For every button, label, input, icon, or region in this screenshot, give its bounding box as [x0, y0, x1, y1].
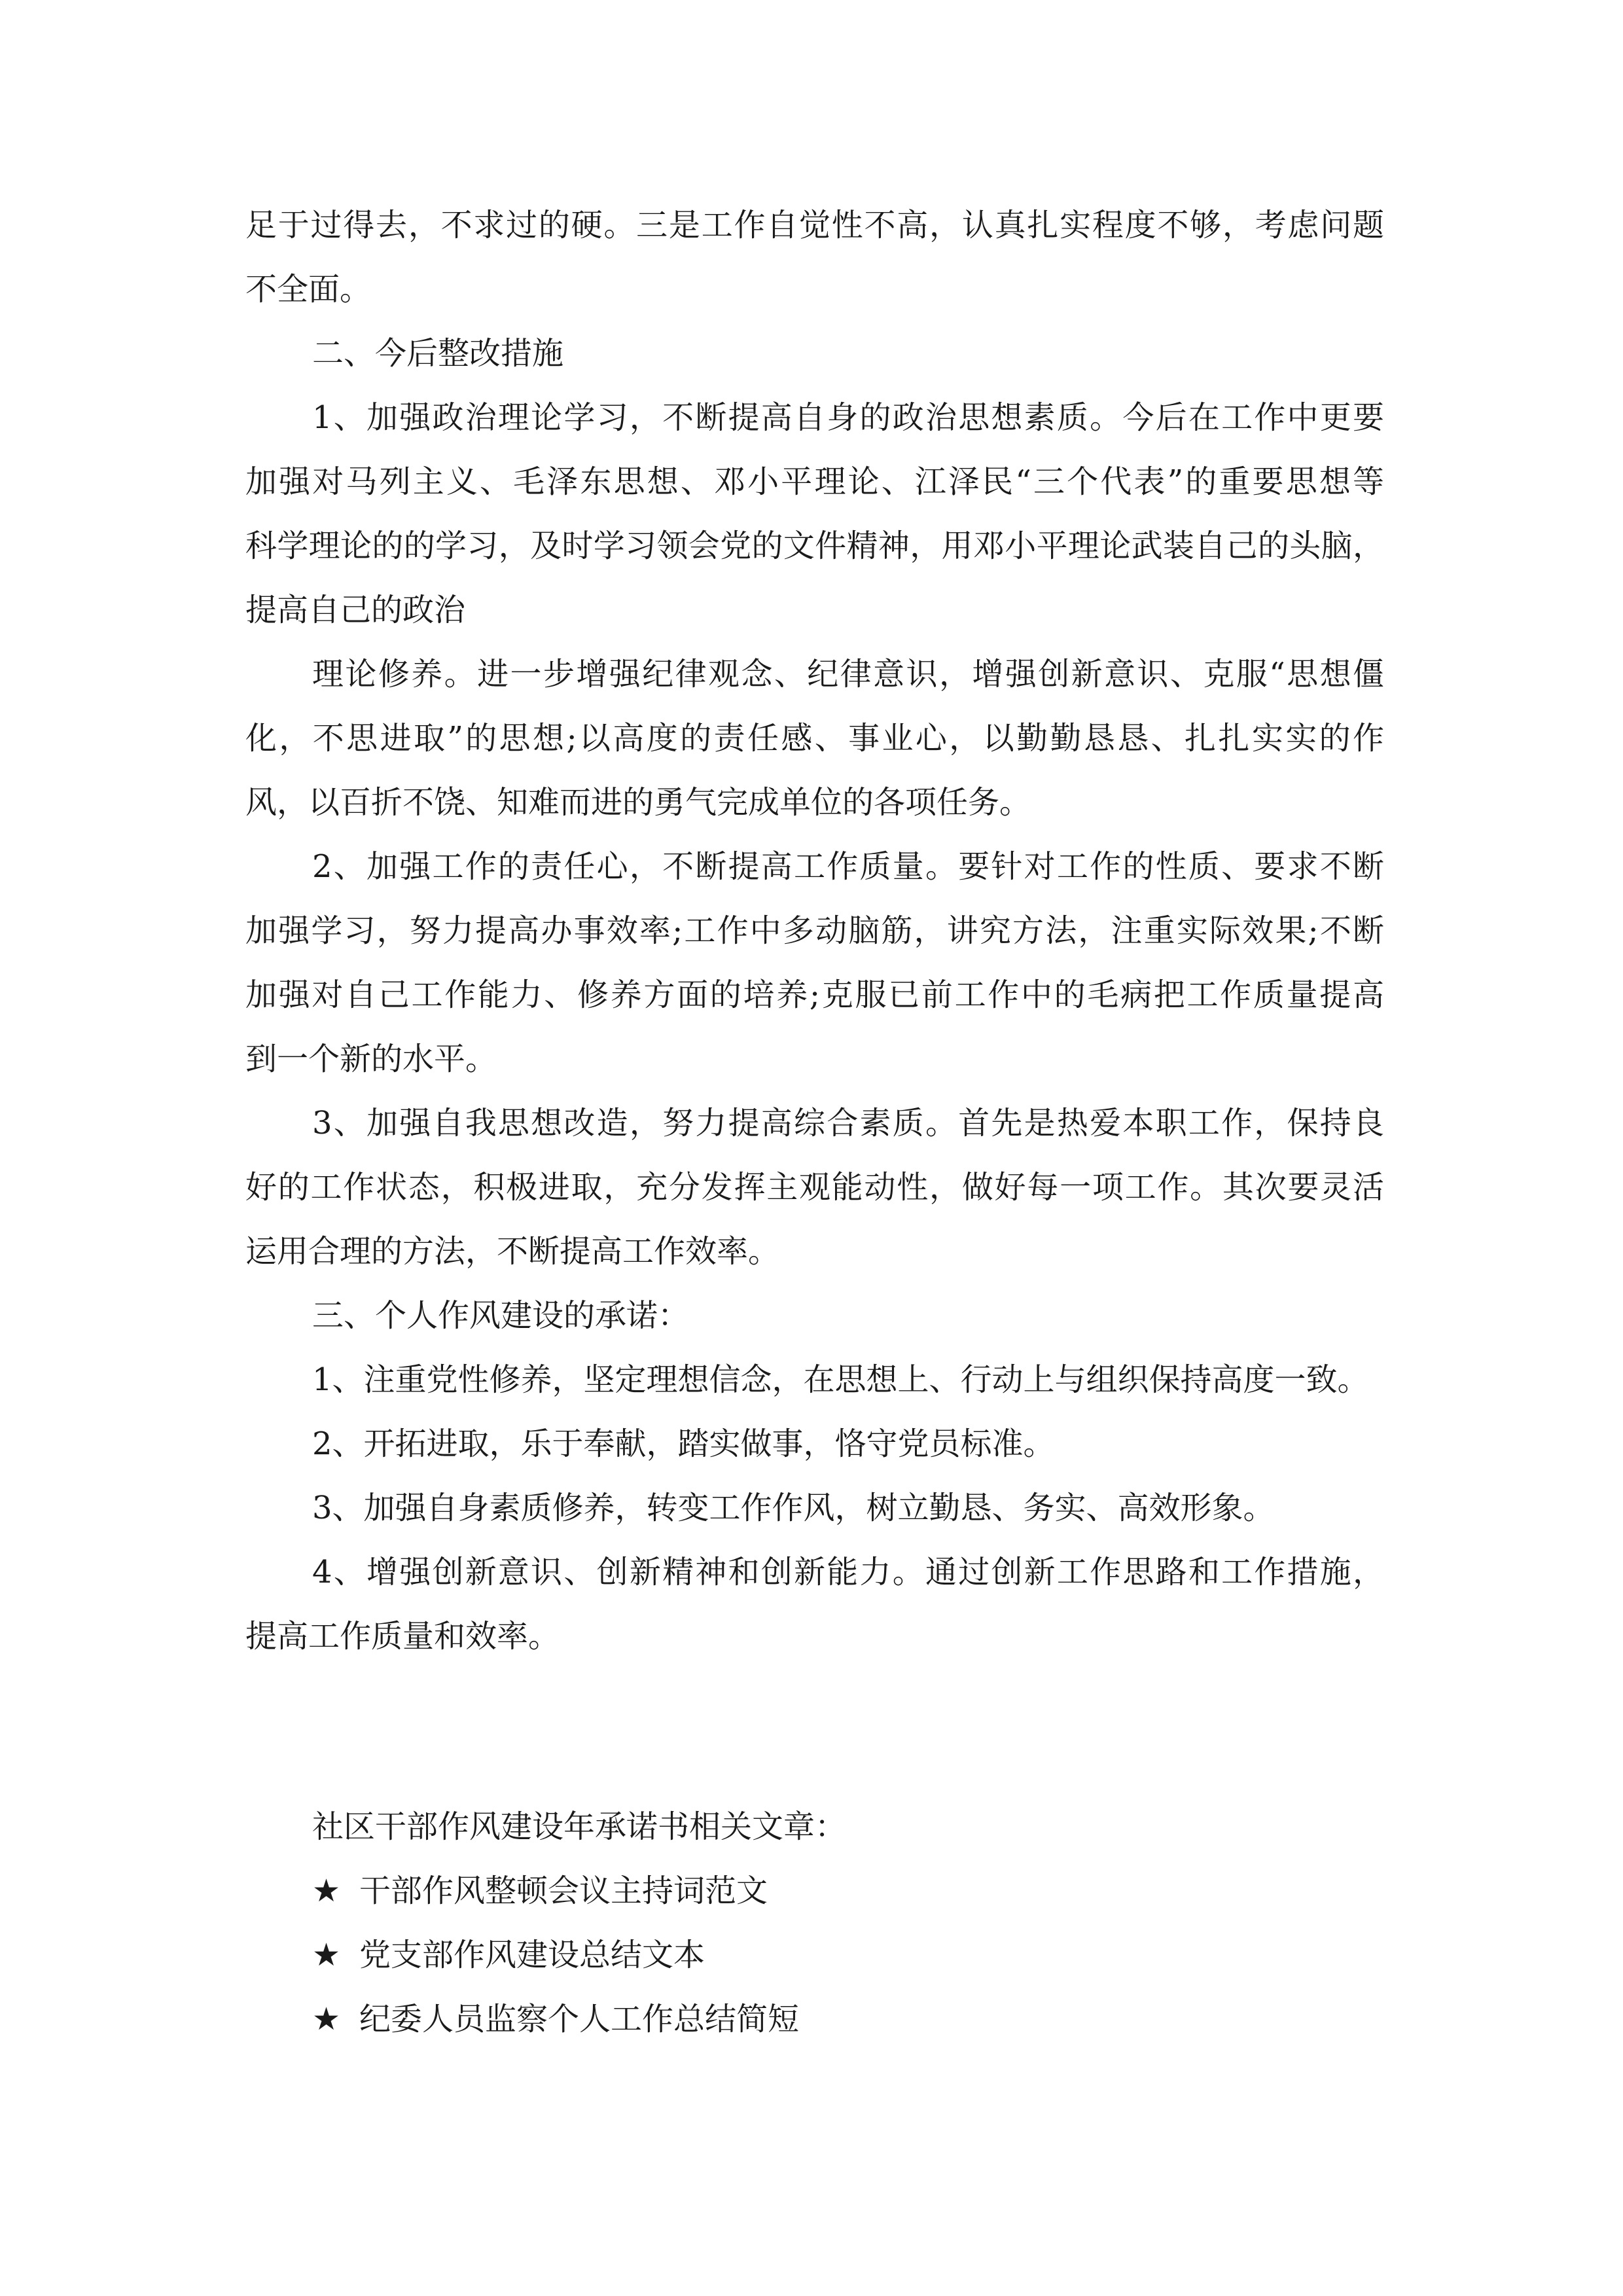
body-line: 理论修养。进一步增强纪律观念、纪律意识，增强创新意识、克服“思想僵: [312, 656, 1384, 692]
body-line: 好的工作状态，积极进取，充分发挥主观能动性，做好每一项工作。其次要灵活: [245, 1169, 1384, 1206]
body-line: 到一个新的水平。: [245, 1041, 497, 1077]
body-line: 风，以百折不饶、知难而进的勇气完成单位的各项任务。: [245, 784, 1031, 821]
related-article-link[interactable]: [312, 1987, 1359, 2051]
commitment-item: 4、增强创新意识、创新精神和创新能力。通过创新工作思路和工作措施，: [312, 1554, 1384, 1590]
body-line: 不全面。: [245, 271, 372, 308]
related-articles-heading: 社区干部作风建设年承诺书相关文章：: [312, 1808, 847, 1845]
body-line: 提高工作质量和效率。: [245, 1618, 560, 1655]
related-article-title[interactable]: 纪委人员监察个人工作总结简短: [359, 2001, 800, 2037]
related-articles: [312, 1795, 1359, 2051]
body-line: 加强学习，努力提高办事效率;工作中多动脑筋，讲究方法，注重实际效果;不断: [245, 912, 1384, 949]
related-article-title[interactable]: 干部作风整顿会议主持词范文: [359, 1873, 768, 1909]
commitment-item: 1、注重党性修养，坚定理想信念，在思想上、行动上与组织保持高度一致。: [312, 1361, 1369, 1398]
body-line: 科学理论的的学习，及时学习领会党的文件精神，用邓小平理论武装自己的头脑，: [245, 528, 1384, 564]
document-body: [245, 193, 1384, 1668]
body-line: 足于过得去，不求过的硬。三是工作自觉性不高，认真扎实程度不够，考虑问题: [245, 207, 1384, 243]
body-line: 运用合理的方法，不断提高工作效率。: [245, 1233, 780, 1270]
commitment-item: 3、加强自身素质修养，转变工作作风，树立勤恳、务实、高效形象。: [312, 1490, 1275, 1526]
body-line: 化，不思进取”的思想;以高度的责任感、事业心，以勤勤恳恳、扎扎实实的作: [245, 720, 1384, 757]
related-article-link[interactable]: [312, 1923, 1359, 1987]
section-heading: 二、今后整改措施: [312, 335, 564, 372]
body-line: 1、加强政治理论学习，不断提高自身的政治思想素质。今后在工作中更要: [312, 399, 1384, 436]
star-icon: ★: [312, 1937, 341, 1973]
body-line: 加强对马列主义、毛泽东思想、邓小平理论、江泽民“三个代表”的重要思想等: [245, 463, 1384, 500]
star-icon: ★: [312, 1873, 341, 1909]
body-line: 3、加强自我思想改造，努力提高综合素质。首先是热爱本职工作，保持良: [312, 1105, 1384, 1141]
related-article-title[interactable]: 党支部作风建设总结文本: [359, 1937, 705, 1973]
section-heading: 三、个人作风建设的承诺：: [312, 1297, 690, 1334]
related-article-link[interactable]: [312, 1859, 1359, 1923]
body-line: 加强对自己工作能力、修养方面的培养;克服已前工作中的毛病把工作质量提高: [245, 977, 1384, 1013]
commitment-item: 2、开拓进取，乐于奉献，踏实做事，恪守党员标准。: [312, 1426, 1055, 1462]
body-line: 2、加强工作的责任心，不断提高工作质量。要针对工作的性质、要求不断: [312, 848, 1384, 885]
star-icon: ★: [312, 2001, 341, 2037]
body-line: 提高自己的政治: [245, 592, 466, 628]
